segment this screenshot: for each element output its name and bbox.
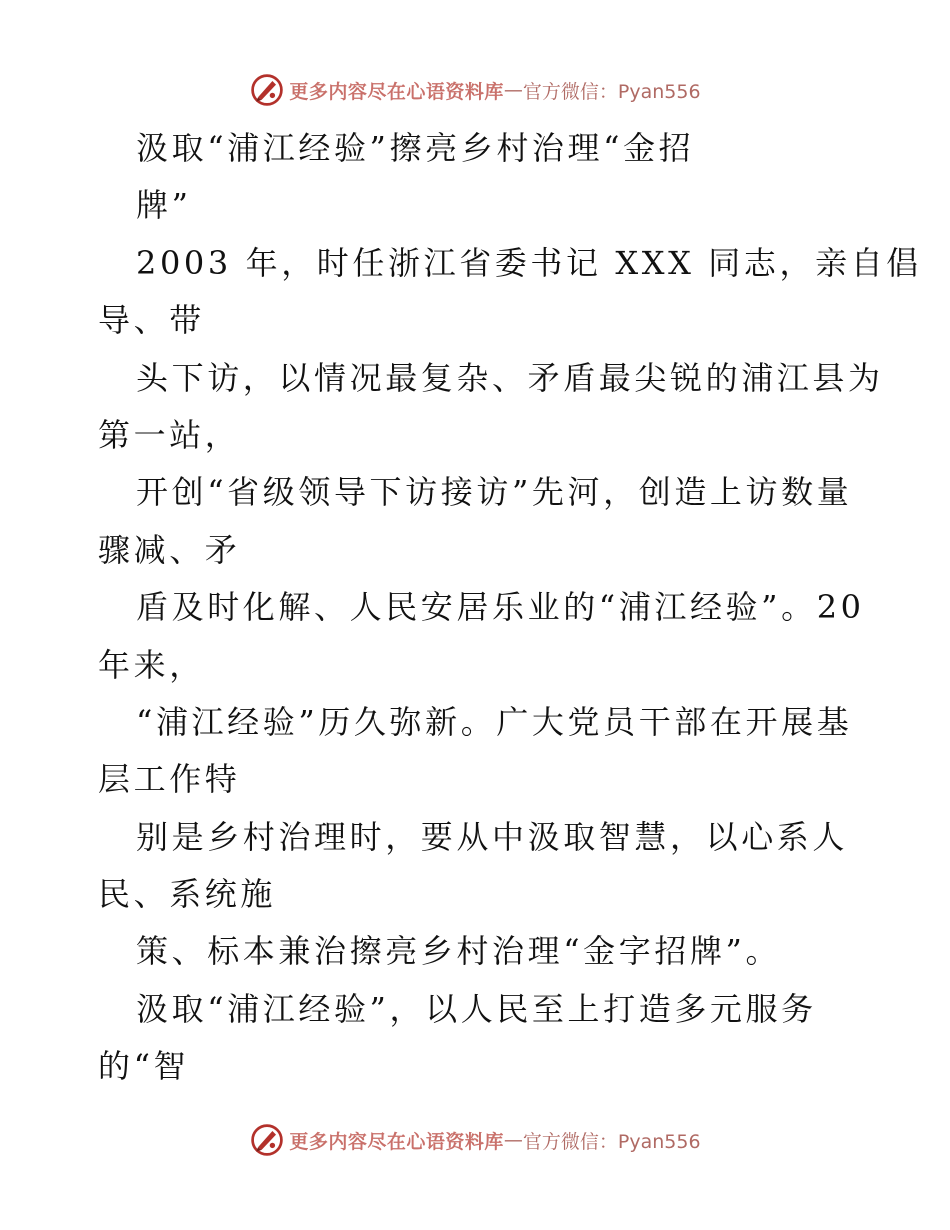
text-line: 导、带 bbox=[98, 301, 205, 340]
banner-text: 更多内容尽在心语资料库 bbox=[289, 1130, 504, 1153]
banner-wechat: 官方微信：Pyan556 bbox=[522, 1130, 701, 1153]
banner-dash: — bbox=[503, 79, 523, 101]
text-line: 民、系统施 bbox=[98, 875, 277, 914]
text-line: 策、标本兼治擦亮乡村治理“金字招牌”。 bbox=[136, 932, 782, 971]
text-line: 盾及时化解、人民安居乐业的“浦江经验”。20 bbox=[136, 588, 865, 627]
text-line: 骤减、矛 bbox=[98, 530, 241, 569]
text-line: 牌” bbox=[136, 186, 192, 225]
text-line: 2003 年，时任浙江省委书记 XXX 同志，亲自倡 bbox=[136, 243, 922, 282]
text-line: 头下访，以情况最复杂、矛盾最尖锐的浦江县为 bbox=[136, 358, 884, 397]
text-line: 开创“省级领导下访接访”先河，创造上访数量 bbox=[136, 473, 853, 512]
text-line: 年来， bbox=[98, 645, 205, 684]
pen-logo-icon bbox=[249, 72, 285, 108]
banner-dash: — bbox=[503, 1129, 523, 1151]
banner-text: 更多内容尽在心语资料库 bbox=[289, 80, 504, 103]
text-line: 层工作特 bbox=[98, 760, 241, 799]
text-line: 的“智 bbox=[98, 1047, 190, 1086]
text-line: 汲取“浦江经验”，以人民至上打造多元服务 bbox=[136, 989, 817, 1028]
pen-logo-icon bbox=[249, 1122, 285, 1158]
header-banner bbox=[0, 70, 950, 110]
banner-wechat: 官方微信：Pyan556 bbox=[522, 80, 701, 103]
text-line: “浦江经验”历久弥新。广大党员干部在开展基 bbox=[136, 702, 853, 741]
footer-banner bbox=[0, 1120, 950, 1160]
document-body bbox=[98, 120, 922, 1096]
text-line: 汲取“浦江经验”擦亮乡村治理“金招 bbox=[136, 129, 695, 167]
text-line: 第一站， bbox=[98, 415, 241, 454]
text-line: 别是乡村治理时，要从中汲取智慧，以心系人 bbox=[136, 817, 849, 856]
